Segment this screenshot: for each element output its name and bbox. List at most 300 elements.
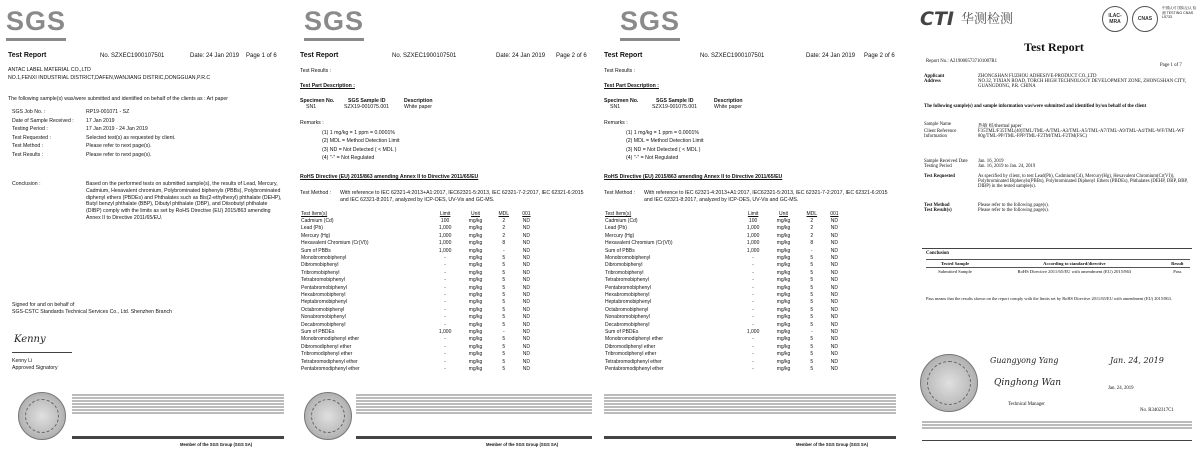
signature-2: Qinghong Wan: [994, 378, 1062, 388]
cell-mdl: 2: [810, 218, 814, 225]
row-label: Applicant: [924, 74, 945, 79]
col-mdl: MDL: [806, 210, 818, 217]
table-row: [300, 306, 536, 313]
field-label: Date of Sample Received :: [12, 117, 74, 124]
cell-test-item: Pentabromobiphenyl: [605, 284, 651, 291]
cell-limit: -: [444, 321, 446, 328]
field-label: SGS Job No. :: [12, 109, 46, 115]
cell-result: ND: [522, 277, 530, 284]
cell-test-item: Dibromodiphenyl ether: [301, 343, 352, 350]
table-row: [604, 350, 844, 357]
cell-mdl: 8: [810, 240, 814, 247]
remark-line: (3) ND = Not Detected ( < MDL ): [322, 147, 397, 153]
table-row: [300, 336, 536, 343]
specimen-header: Specimen No.: [300, 98, 335, 104]
cell-mdl: 5: [810, 255, 814, 262]
cell-result: ND: [522, 321, 530, 328]
table-row: [604, 277, 844, 284]
report-number: No. SZXEC1900107501: [700, 53, 765, 59]
cell-mdl: -: [502, 247, 505, 254]
cell-limit: 1,000: [438, 328, 452, 335]
table-row: [300, 269, 536, 276]
cell-unit: mg/kg: [468, 240, 483, 247]
method-text: With reference to IEC 62321-4:2013+A1:2017, IEC62321-5:2013, IEC 62321-7-2:2017, IEC 62321-6:2015 and IEC 62321-8:2017, analyzed by ICP-OES, UV-Vis and GC-MS.: [644, 190, 888, 203]
col-result: Result: [1165, 260, 1190, 268]
cell-limit: -: [444, 351, 446, 358]
cell-result: ND: [522, 218, 530, 225]
cell-limit: -: [752, 314, 754, 321]
cell-unit: mg/kg: [468, 232, 483, 239]
cell-test-item: Tribromobiphenyl: [605, 269, 644, 276]
cell-mdl: 5: [502, 299, 506, 306]
cell-limit: -: [444, 255, 446, 262]
cell-limit: -: [752, 262, 754, 269]
cell-result: ND: [522, 255, 530, 262]
cell-result: ND: [830, 269, 838, 276]
table-row: [300, 365, 536, 372]
terms-fine-print: [72, 393, 284, 433]
cell-result: ND: [522, 343, 530, 350]
cell-unit: mg/kg: [468, 321, 483, 328]
row-value: Jan. 16, 2019: [978, 159, 1004, 164]
table-row: [604, 306, 844, 313]
cell-unit: mg/kg: [776, 262, 791, 269]
table-row: [300, 240, 536, 247]
rohs-title: RoHS Directive (EU) 2015/863 amending Annex II to Directive 2011/65/EU: [604, 174, 783, 180]
cell-mdl: 5: [810, 269, 814, 276]
col-result: 001: [522, 210, 531, 217]
col-tested-sample: Tested Sample: [926, 260, 984, 268]
remark-line: (1) 1 mg/kg = 1 ppm = 0.0001%: [322, 130, 395, 136]
cell-unit: mg/kg: [468, 358, 483, 365]
table-row: [300, 247, 536, 254]
table-row: [300, 350, 536, 357]
row-value: NO.32, YIXIAN ROAD, TORCH HIGH TECHNOLOGY DEVELOPMENT ZONE, ZHONGSHAN CITY, GUANGDONG, P.R. CHINA: [978, 79, 1187, 89]
cell-unit: mg/kg: [468, 218, 483, 225]
cell-unit: mg/kg: [468, 255, 483, 262]
table-row: [300, 277, 536, 284]
cell-mdl: 5: [810, 291, 814, 298]
report-date: Date: 24 Jan 2019: [806, 53, 856, 59]
cell-test-item: Pentabromodiphenyl ether: [605, 365, 664, 372]
field-value: RP19-001071 - SZ: [86, 109, 130, 115]
row-label: Test Result(s): [924, 208, 952, 213]
cell-mdl: 5: [810, 358, 814, 365]
method-text: With reference to IEC 62321-4:2013+A1:2017, IEC62321-5:2013, IEC 62321-7-2:2017, IEC 62321-6:2015 and IEC 62321-8:2017, analyzed by ICP-OES, UV-Vis and GC-MS.: [340, 190, 584, 203]
row-value: Please refer to the following page(s).: [978, 208, 1049, 213]
cell: Submitted Sample: [926, 268, 984, 276]
cell-test-item: Decabromobiphenyl: [605, 321, 650, 328]
cell-test-item: Pentabromodiphenyl ether: [301, 365, 360, 372]
cell-result: ND: [830, 358, 838, 365]
cell-result: ND: [522, 291, 530, 298]
signature: Kenny: [14, 334, 46, 345]
table-row: [300, 313, 536, 320]
row-value: As specified by client, to test Lead(Pb), Cadmium(Cd), Mercury(Hg), Hexavalent Chromium(Cr(VI)), Polybrominated Biphenyls(PBBs), Polybrominated Diphenyl Ethers (PBDEs), Phthalates (DEHP, DBP, BBP, DIBP) in the tested sample(s).: [978, 174, 1188, 189]
cti-logo-chinese: 华测检测: [961, 11, 1014, 26]
table-row: [300, 284, 536, 291]
cell-result: ND: [830, 299, 838, 306]
cell-mdl: 5: [810, 314, 814, 321]
cell-mdl: 5: [502, 336, 506, 343]
official-seal-icon: [18, 392, 66, 440]
cell-unit: mg/kg: [468, 269, 483, 276]
cell-limit: -: [444, 365, 446, 372]
cell-unit: mg/kg: [468, 328, 483, 335]
cell-mdl: 2: [502, 232, 506, 239]
cell-mdl: 5: [502, 358, 506, 365]
field-label: Test Method :: [12, 143, 44, 150]
cell-test-item: Nonabromobiphenyl: [605, 314, 650, 321]
table-row: [604, 232, 844, 239]
row-value: ZHONGSHAN FUZHOU ADHESIVE-PRODUCT CO.,LTD: [978, 74, 1097, 79]
col-result: 001: [830, 210, 839, 217]
report-page-2: [296, 0, 596, 450]
table-row: [300, 232, 536, 239]
cell-unit: mg/kg: [776, 240, 791, 247]
table-row: [604, 240, 844, 247]
cell-result: ND: [830, 277, 838, 284]
table-row: [300, 217, 536, 224]
cell-limit: -: [444, 336, 446, 343]
cell-limit: -: [444, 269, 446, 276]
report-page-3: [600, 0, 900, 450]
table-row: [926, 268, 1190, 276]
table-row: [300, 343, 536, 350]
table-row: [604, 254, 844, 261]
col-mdl: MDL: [498, 210, 510, 217]
footer-bar: [356, 436, 592, 439]
cell-test-item: Tribromobiphenyl: [301, 269, 340, 276]
cell-limit: 1,000: [438, 225, 452, 232]
cell-test-item: Tribromodiphenyl ether: [301, 351, 353, 358]
cell-result: ND: [830, 284, 838, 291]
cell-result: ND: [830, 247, 838, 254]
cell-unit: mg/kg: [468, 284, 483, 291]
cell-test-item: Nonabromobiphenyl: [301, 314, 346, 321]
remark-line: (2) MDL = Method Detection Limit: [322, 138, 400, 144]
cell-limit: -: [752, 321, 754, 328]
cell-mdl: 5: [502, 269, 506, 276]
cell-mdl: -: [810, 247, 813, 254]
col-unit: Unit: [779, 210, 788, 217]
cell-limit: 1,000: [746, 240, 760, 247]
cell-mdl: 5: [502, 255, 506, 262]
table-row: [604, 269, 844, 276]
cell-result: ND: [830, 328, 838, 335]
table-row: [604, 291, 844, 298]
col-test-item: Test Item(s): [301, 210, 328, 217]
table-header-row: [604, 210, 844, 217]
col-limit: Limit: [439, 210, 451, 217]
cell-test-item: Sum of PBBs: [301, 247, 331, 254]
cell-unit: mg/kg: [776, 299, 791, 306]
cell-result: ND: [830, 306, 838, 313]
table-row: [604, 299, 844, 306]
table-row: [604, 321, 844, 328]
cell-result: ND: [522, 365, 530, 372]
cell-test-item: Tetrabromodiphenyl ether: [301, 358, 358, 365]
cell-test-item: Dibromodiphenyl ether: [605, 343, 656, 350]
cell-limit: -: [444, 262, 446, 269]
report-title: Test Report: [1024, 40, 1084, 54]
field-label: Test Results :: [12, 151, 44, 158]
cell-unit: mg/kg: [468, 351, 483, 358]
cell-mdl: 5: [502, 262, 506, 269]
cell-unit: mg/kg: [468, 225, 483, 232]
cell-test-item: Dibromobiphenyl: [301, 262, 339, 269]
report-title: Test Report: [8, 52, 47, 59]
cell-limit: 1,000: [438, 240, 452, 247]
cnas-badge-icon: CNAS: [1132, 6, 1158, 32]
conclusion-label: Conclusion :: [12, 181, 41, 187]
method-label: Test Method :: [300, 190, 332, 196]
cell-mdl: -: [810, 328, 813, 335]
cell-mdl: 2: [810, 225, 814, 232]
member-note: Member of the SGS Group (SGS SA): [486, 442, 559, 447]
cell-result: ND: [522, 225, 530, 232]
cell: RoHS Directive 2011/65/EU with amendment (EU) 2015/863: [984, 268, 1165, 276]
cell-result: ND: [830, 232, 838, 239]
sample-id-value: SZX19-001075.001: [652, 104, 697, 110]
cell-limit: -: [752, 343, 754, 350]
cell-limit: 1,000: [438, 247, 452, 254]
specimen-header: Specimen No.: [604, 98, 639, 104]
report-number: No. SZXEC1900107501: [392, 53, 457, 59]
table-row: [604, 313, 844, 320]
member-note: Member of the SGS Group (SGS SA): [796, 442, 869, 447]
conclusion-text: Based on the performed tests on submitted sample(s), the results of Lead, Mercury, Cadmium, Hexavalent chromium, Polybrominated biphenyls (PBBs), Polybrominated diphenyl ethers (PBDEs) and Phthalates such as Bis(2-ethylhexyl) phthalate (DEHP), Butyl benzyl phthalate (BBP), Dibutyl phthalate (DBP), and Diisobutyl phthalate (DIBP) comply with the limits as set by RoHS Directive (EU) 2015/863 amending Annex II to Directive 2011/65/EU.: [86, 181, 282, 221]
cell-result: ND: [522, 306, 530, 313]
cell-unit: mg/kg: [776, 232, 791, 239]
sample-id-header: SGS Sample ID: [348, 98, 386, 104]
cell-limit: -: [444, 284, 446, 291]
description-header: Description: [714, 98, 743, 104]
cell-mdl: 5: [502, 365, 506, 372]
cell-mdl: 5: [810, 343, 814, 350]
field-value: 17 Jan 2019: [86, 117, 115, 124]
rohs-title: RoHS Directive (EU) 2015/863 amending Annex II to Directive 2011/65/EU: [300, 174, 479, 180]
cell-result: ND: [830, 218, 838, 225]
cell-result: ND: [830, 351, 838, 358]
table-row: [300, 291, 536, 298]
cell-limit: -: [444, 277, 446, 284]
table-header-row: [300, 210, 536, 217]
cell-limit: -: [444, 306, 446, 313]
method-label: Test Method :: [604, 190, 636, 196]
sgs-logo: SGS: [6, 6, 66, 41]
pass-note: Pass means that the results shown on the report comply with the limits set by RoHS Directive 2011/65/EU with amendment (EU) 2015/863.: [926, 296, 1172, 301]
cell-test-item: Sum of PBDEs: [605, 328, 639, 335]
footer-bar: [604, 436, 896, 439]
report-number: No. SZXEC1900107501: [100, 53, 165, 59]
cell-test-item: Hexavalent Chromium (Cr(VI)): [605, 240, 673, 247]
cell-test-item: Dibromobiphenyl: [605, 262, 643, 269]
test-results-label: Test Results :: [604, 68, 636, 74]
signature-1: Guangyong Yang: [990, 356, 1059, 365]
cell-mdl: 5: [502, 351, 506, 358]
cell-unit: mg/kg: [776, 247, 791, 254]
cell-mdl: 5: [810, 321, 814, 328]
field-value: Please refer to next page(s).: [86, 151, 152, 158]
row-label: Client Reference Information: [924, 129, 957, 139]
row-value: F35TML/F35TML(40)TML/TML-A/TML-A3/TML-A5/TML-A7/TML-A9/TML-A4/TML-WF/TML-WF 80g/TML-PP/TML-FPP/TML-F2TM/TML-F2TM(FSC): [978, 129, 1185, 139]
cell-unit: mg/kg: [776, 328, 791, 335]
cell-limit: -: [752, 306, 754, 313]
row-value: 热敏 纸/thermal paper: [978, 124, 1022, 129]
report-page-1: [0, 0, 288, 450]
signature-date: Jan. 24, 2019: [1108, 386, 1134, 391]
footer-bar: [72, 436, 284, 439]
cell-unit: mg/kg: [776, 314, 791, 321]
cell-mdl: 8: [502, 240, 506, 247]
cell-test-item: Tetrabromodiphenyl ether: [605, 358, 662, 365]
field-value: Please refer to next page(s).: [86, 143, 152, 150]
cell-limit: -: [444, 299, 446, 306]
table-row: [300, 358, 536, 365]
cell-test-item: Cadmium (Cd): [605, 218, 638, 225]
part-description-label: Test Part Description :: [604, 83, 659, 89]
col-unit: Unit: [471, 210, 480, 217]
table-row: [300, 254, 536, 261]
cell-result: ND: [830, 255, 838, 262]
cell-mdl: 5: [810, 351, 814, 358]
report-date: Date: 24 Jan 2019: [190, 53, 240, 59]
cell-unit: mg/kg: [468, 262, 483, 269]
table-row: [604, 247, 844, 254]
table-row: [922, 79, 1192, 89]
cell-result: ND: [830, 225, 838, 232]
signed-line-2: SGS-CSTC Standards Technical Services Co., Ltd. Shenzhen Branch: [12, 309, 172, 315]
cell-test-item: Hexavalent Chromium (Cr(VI)): [301, 240, 369, 247]
member-note: Member of the SGS Group (SGS SA): [180, 442, 253, 447]
specimen-value: SN1: [306, 104, 317, 110]
cell-result: ND: [522, 269, 530, 276]
cell-test-item: Mercury (Hg): [605, 232, 635, 239]
table-row: [604, 365, 844, 372]
terms-fine-print: [604, 393, 896, 433]
cell-unit: mg/kg: [468, 365, 483, 372]
cell-limit: -: [752, 284, 754, 291]
cell-test-item: Hexabromobiphenyl: [605, 291, 650, 298]
cell-mdl: 5: [810, 262, 814, 269]
remark-line: (1) 1 mg/kg = 1 ppm = 0.0001%: [626, 130, 699, 136]
cell-limit: -: [752, 358, 754, 365]
remarks-label: Remarks :: [300, 120, 324, 126]
cell-unit: mg/kg: [468, 343, 483, 350]
cell-unit: mg/kg: [776, 218, 791, 225]
cell-test-item: Cadmium (Cd): [301, 218, 334, 225]
row-value: Jan. 16, 2019 to Jan. 24, 2019: [978, 164, 1036, 169]
col-limit: Limit: [747, 210, 759, 217]
cell-result: ND: [522, 232, 530, 239]
remarks-label: Remarks :: [604, 120, 628, 126]
cell-limit: -: [444, 314, 446, 321]
cell-result: ND: [830, 262, 838, 269]
cell-result: ND: [522, 314, 530, 321]
cell-mdl: 5: [502, 284, 506, 291]
signer-name: Kenny Li: [12, 358, 33, 364]
table-header-row: [926, 260, 1190, 268]
cell-unit: mg/kg: [776, 336, 791, 343]
table-row: [604, 262, 844, 269]
report-number-2: No. R3402317C1: [1140, 408, 1174, 413]
table-row: [922, 122, 1192, 129]
table-row: [604, 358, 844, 365]
accreditation-note: 中国认可 国际互认 检测 TESTING CNAS L5733: [1162, 6, 1197, 20]
row-label: Test Method: [924, 203, 950, 208]
cell-test-item: Decabromobiphenyl: [301, 321, 346, 328]
cell-limit: -: [752, 255, 754, 262]
cell-unit: mg/kg: [776, 269, 791, 276]
cell-unit: mg/kg: [468, 336, 483, 343]
field-label: Test Requested :: [12, 134, 51, 141]
cell-test-item: Mercury (Hg): [301, 232, 331, 239]
table-row: [604, 225, 844, 232]
page-number: Page 1 of 7: [1160, 63, 1182, 68]
cell-result: ND: [522, 284, 530, 291]
cti-address-fine-print: [922, 420, 1192, 440]
cell-limit: 1,000: [746, 328, 760, 335]
cell-mdl: 2: [502, 218, 506, 225]
cell: Pass: [1165, 268, 1190, 276]
sgs-logo: SGS: [620, 6, 680, 41]
cell-limit: -: [752, 269, 754, 276]
cell-limit: -: [752, 351, 754, 358]
cell-mdl: 5: [502, 321, 506, 328]
cell-test-item: Sum of PBBs: [605, 247, 635, 254]
page-number: Page 1 of 6: [246, 53, 277, 59]
cell-mdl: 5: [810, 284, 814, 291]
cell-unit: mg/kg: [776, 284, 791, 291]
table-row: [922, 169, 1192, 203]
signer-title: Approved Signatory: [12, 365, 58, 371]
test-results-label: Test Results :: [300, 68, 332, 74]
cell-unit: mg/kg: [776, 365, 791, 372]
row-label: Address: [924, 79, 941, 84]
cell-unit: mg/kg: [468, 299, 483, 306]
table-row: [604, 336, 844, 343]
cell-test-item: Lead (Pb): [301, 225, 323, 232]
cell-test-item: Octabromobiphenyl: [301, 306, 345, 313]
cell-result: ND: [522, 358, 530, 365]
cell-limit: -: [752, 291, 754, 298]
cell-test-item: Sum of PBDEs: [301, 328, 335, 335]
table-row: [300, 262, 536, 269]
cell-limit: -: [752, 277, 754, 284]
cell-test-item: Heptabromobiphenyl: [301, 299, 348, 306]
official-seal-icon: [304, 392, 352, 440]
remark-line: (4) "-" = Not Regulated: [322, 155, 375, 161]
table-row: [300, 299, 536, 306]
sample-id-header: SGS Sample ID: [656, 98, 694, 104]
row-label: Sample Name: [924, 122, 952, 127]
remark-line: (4) "-" = Not Regulated: [626, 155, 679, 161]
cell-mdl: 2: [502, 225, 506, 232]
sample-info-fields: [12, 109, 282, 158]
cell-limit: 1,000: [746, 225, 760, 232]
sample-info-table: [922, 122, 1192, 213]
cell-test-item: Monobromobiphenyl: [605, 255, 651, 262]
sgs-logo: SGS: [304, 6, 364, 41]
remark-line: (2) MDL = Method Detection Limit: [626, 138, 704, 144]
table-row: [922, 129, 1192, 159]
description-header: Description: [404, 98, 433, 104]
cell-test-item: Monobromobiphenyl: [301, 255, 347, 262]
row-label: Test Requested: [924, 174, 955, 179]
cell-limit: 100: [748, 218, 758, 225]
description-value: White paper: [404, 104, 432, 110]
